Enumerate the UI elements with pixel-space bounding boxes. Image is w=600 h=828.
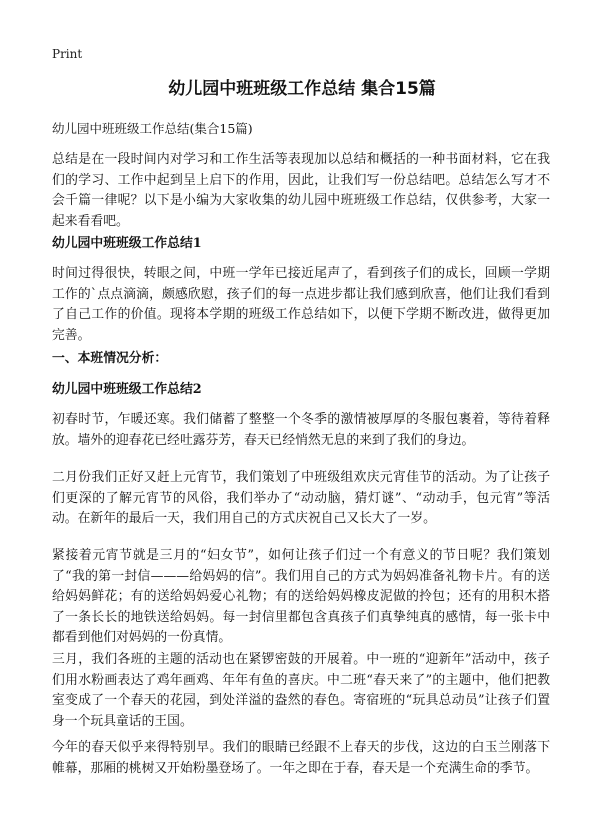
section-1-heading: 幼儿园中班班级工作总结1: [52, 236, 202, 251]
section-2-paragraph-1: 初春时节，乍暖还寒。我们储蓄了整整一个冬季的激情被厚厚的冬服包裹着，等待着释放。墙外的迎春花已经吐露芬芳，春天已经悄然无息的来到了我们的身边。: [52, 412, 550, 448]
section-2-paragraph-5: 今年的春天似乎来得特别早。我们的眼睛已经跟不上春天的步伐，这边的白玉兰刚落下帷幕，那厢的桃树又开始粉墨登场了。一年之即在于春，春天是一个充满生命的季节。: [52, 740, 550, 776]
document-title: 幼儿园中班班级工作总结 集合15篇: [168, 79, 436, 99]
section-1-paragraph: 时间过得很快，转眼之间，中班一学年已接近尾声了，看到孩子们的成长，回顾一学期工作的`点点滴滴，颇感欣慰，孩子们的每一点进步都让我们感到欣喜，他们让我们看到了自己工作的价值。现将本学期的班级工作总结如下，以便下学期不断改进，做得更加完善。: [52, 266, 550, 343]
intro-paragraph: 总结是在一段时间内对学习和工作生活等表现加以总结和概括的一种书面材料，它在我们的学习、工作中起到呈上启下的作用，因此，让我们写一份总结吧。总结怎么写才不会千篇一律呢？以下是小编为大家收集的幼儿园中班班级工作总结，仅供参考，大家一起来看看吧。: [52, 152, 550, 229]
section-2-heading: 幼儿园中班班级工作总结2: [52, 382, 202, 397]
document-subtitle: 幼儿园中班班级工作总结(集合15篇): [52, 121, 253, 136]
section-2-paragraph-2: 二月份我们正好又赶上元宵节，我们策划了中班级组欢庆元宵佳节的活动。为了让孩子们更深的了解元宵节的风俗，我们举办了“动动脑，猜灯谜”、“动动手，包元宵”等活动。在新年的最后一天，我们用自己的方式庆祝自己又长大了一岁。: [52, 470, 550, 526]
section-2-paragraph-3: 紧接着元宵节就是三月的“妇女节”，如何让孩子们过一个有意义的节日呢？我们策划了“我的第一封信———给妈妈的信”。我们用自己的方式为妈妈准备礼物卡片。有的送给妈妈鲜花；有的送给妈妈爱心礼物；有的送给妈妈橡皮泥做的拎包；还有的用积木搭了一条长长的地铁送给妈妈。每一封信里都包含真孩子们真挚纯真的感情，每一张卡中都看到他们对妈妈的一份真情。: [52, 548, 550, 645]
section-1-subheading: 一、本班情况分析：: [52, 351, 168, 366]
print-label[interactable]: Print: [52, 47, 83, 61]
section-2-paragraph-4: 三月，我们各班的主题的活动也在紧锣密鼓的开展着。中一班的“迎新年”活动中，孩子们用水粉画表达了鸡年画鸡、年年有鱼的喜庆。中二班“春天来了”的主题中，他们把教室变成了一个春天的花园，到处洋溢的盎然的春色。寄宿班的“玩具总动员”让孩子们置身一个玩具童话的王国。: [52, 652, 550, 729]
